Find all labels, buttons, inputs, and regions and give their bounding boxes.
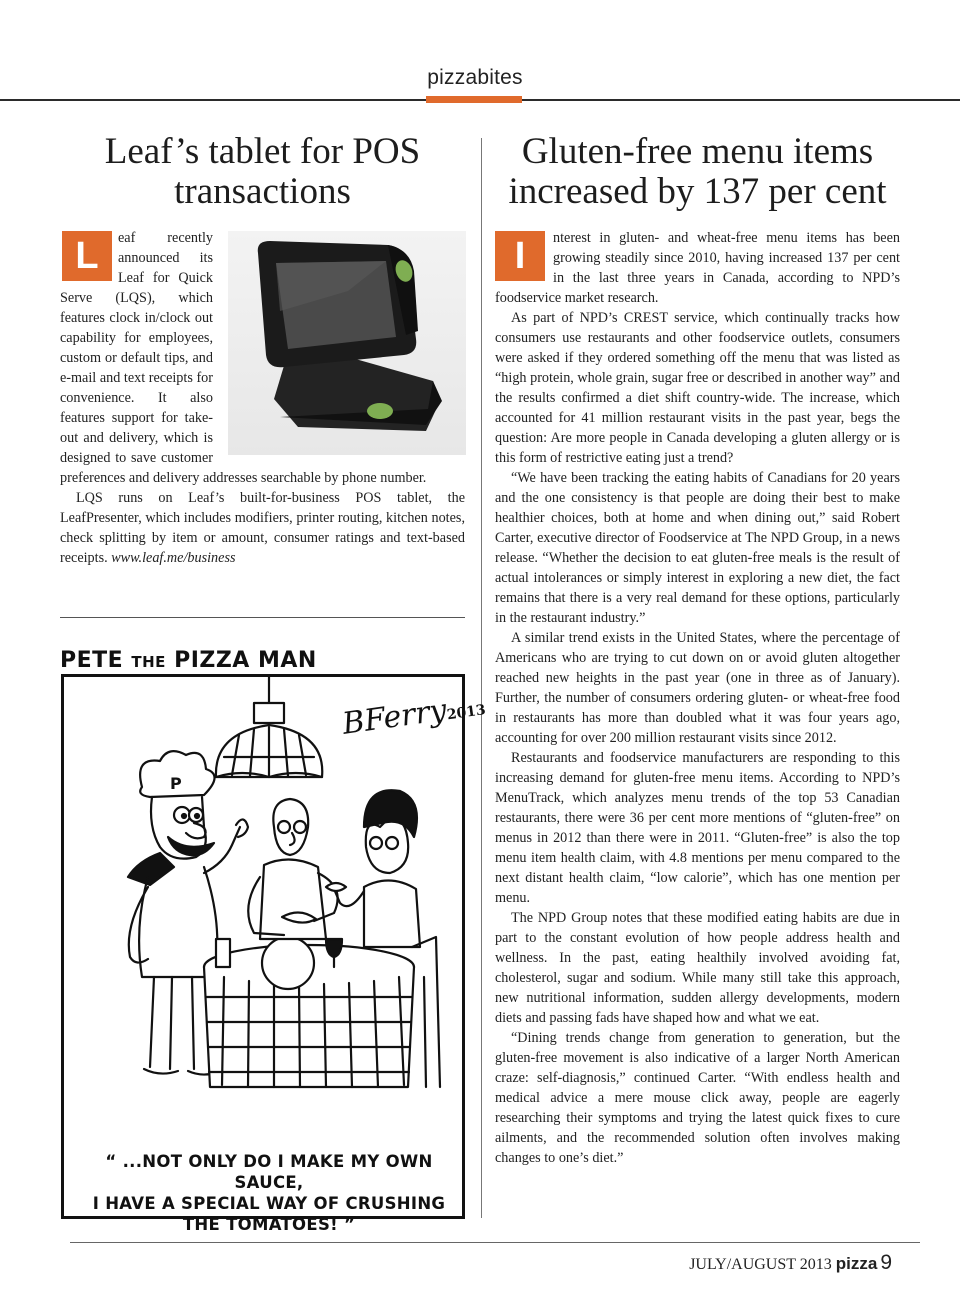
chef-hat-letter: P xyxy=(170,774,182,793)
right-article-title: Gluten-free menu items increased by 137 per cent xyxy=(508,131,887,212)
left-paragraph-2 xyxy=(60,488,465,568)
footer-magazine: pizza xyxy=(835,1254,878,1273)
dropcap-spacer xyxy=(60,228,118,278)
cartoon-title xyxy=(60,648,317,673)
caption-line-2: I HAVE A SPECIAL WAY OF CRUSHING xyxy=(92,1194,446,1213)
right-paragraph-4: A similar trend exists in the United States, where the percentage of Americans who are trying to cut down on or avoid gluten altogether reached new heights in the past year (one in three as of January). Further, the number of consumers ordering gluten- or wheat-free food in restaurants has more than doubled what it was four years ago, accounting for over 200 million restaurant visits since 2012. xyxy=(495,630,900,746)
right-paragraph-1: nterest in gluten- and wheat-free menu items has been growing steadily since 2010, having increased 137 per cent in the last three years in Canada, according to NPD’s foodservice market research. xyxy=(495,230,900,306)
leaf-link[interactable]: www.leaf.me/business xyxy=(111,550,236,566)
cartoon-title-word-3: PIZZA MAN xyxy=(174,648,317,673)
dropcap-spacer-right xyxy=(495,228,553,278)
right-paragraph-6: The NPD Group notes that these modified eating habits are due in part to the constant evolution of how people address health and wellness. In the past, eating healthily involved avoiding fat, cholesterol, sugar and sodium. While many still take this approach, new nutritional information, sudden allergy developments, modern diets and passing fads have shaped how and what we eat. xyxy=(495,910,900,1026)
right-drop-cap: I xyxy=(495,231,545,281)
signature-year: 2013 xyxy=(445,702,487,724)
right-paragraph-5: Restaurants and foodservice manufacturers are responding to this increasing demand for gluten-free menu items. According to NPD’s MenuTrack, which analyzes menu trends of the top 53 Canadian restaurants, there were 36 per cent more mentions of “gluten-free” on menus in 2012 than there were in 2011. “Gluten-free” is also the top menu item health claim, with 4.8 mentions per menu compared to the next distant health claim, “low calorie”, which has one mention per menu. xyxy=(495,750,900,906)
right-paragraph-2: As part of NPD’s CREST service, which continually tracks how consumers use restaurants and other foodservice outlets, consumers were asked if they ordered something off the menu that was listed as “high protein, whole grain, sugar free or described in another way” and the results confirmed a diet shift country-wide. The increase, which accounted for 41 million restaurant visits in the past year, begs the question: Are more people in Canada developing a gluten allergy or is this form of restrictive eating just a trend? xyxy=(495,310,900,466)
right-paragraph-7: “Dining trends change from generation to generation, but the gluten-free movement is also indicative of a larger North American craze: self-diagnosis,” continued Carter. “With endless health and medical advice a mere mouse click away, people are eagerly researching their symptoms and trying the latest quick fixes to cure ailments, and the recommended solution often involves making changes to one’s diet.” xyxy=(495,1030,900,1166)
page-footer xyxy=(689,1251,892,1275)
photo-spacer xyxy=(213,228,465,460)
caption-line-1: “ ...NOT ONLY DO I MAKE MY OWN SAUCE, xyxy=(105,1152,433,1192)
left-article-title: Leaf’s tablet for POS transactions xyxy=(104,131,421,212)
signature-name: BFerry xyxy=(340,692,449,742)
caption-line-3: THE TOMATOES! ” xyxy=(182,1215,356,1234)
left-paragraph-2-text: LQS runs on Leaf’s built-for-business POS tablet, the LeafPresenter, which includes modifiers, printer routing, kitchen notes, check splitting by item or amount, consumer ratings and text-based receipts. xyxy=(60,490,465,566)
column-divider xyxy=(481,138,482,1218)
footer-date: JULY/AUGUST 2013 xyxy=(689,1256,832,1273)
right-paragraph-3: “We have been tracking the eating habits of Canadians for 20 years and the one consistency is that people are doing their best to make healthier choices, both at home and when dining out,” said Robert Carter, executive director of Foodservice at The NPD Group, in a news release. “Whether the decision to eat gluten-free meals is the result of actual intolerances or simply interest in exploring a new diet, the fact remains that there is a very real demand for these options, particularly in the restaurant industry.” xyxy=(495,470,900,626)
section-label: pizzabites xyxy=(427,66,523,89)
header-accent-bar xyxy=(426,96,522,103)
left-column-rule xyxy=(60,617,465,618)
footer-rule xyxy=(70,1242,920,1243)
page-number: 9 xyxy=(880,1251,892,1274)
cartoon-panel xyxy=(61,674,487,1234)
cartoon-title-word-1: PETE xyxy=(60,648,124,673)
left-article-body xyxy=(60,228,465,568)
cartoon-caption xyxy=(84,1151,454,1235)
left-drop-cap: L xyxy=(62,231,112,281)
cartoon-title-word-2: THE xyxy=(131,653,166,671)
left-paragraph-1: eaf recently announced its Leaf for Quick Serve (LQS), which features clock in/clock out capability for employees, custom or default tips, and e-mail and text receipts for convenience. It also features support for take-out and delivery, which is designed to save customer preferences and delivery addresses searchable by phone number. xyxy=(60,230,427,486)
cartoon-illustration xyxy=(64,677,462,1147)
right-article-body xyxy=(495,228,900,1168)
